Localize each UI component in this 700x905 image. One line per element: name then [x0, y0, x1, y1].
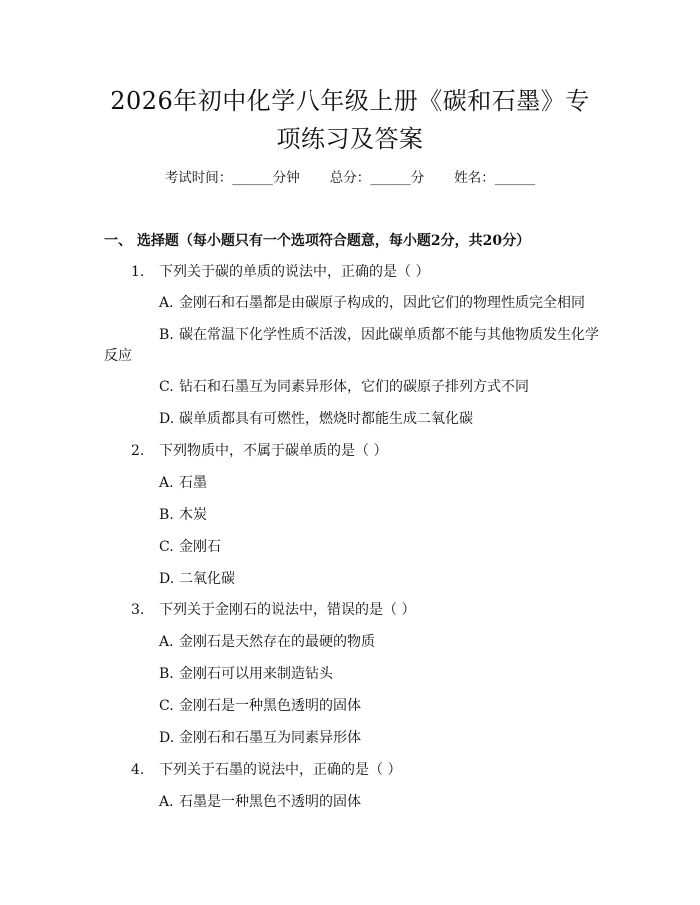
option-text: 金刚石是一种黑色透明的固体	[179, 698, 361, 714]
option-2a	[159, 473, 207, 493]
question-text: 下列关于碳的单质的说法中，正确的是（ ）	[159, 264, 430, 280]
title-line-1: 2026年初中化学八年级上册《碳和石墨》专	[110, 87, 590, 115]
option-letter: A.	[159, 295, 174, 311]
option-1d	[159, 409, 473, 429]
option-3a	[159, 632, 375, 652]
option-text: 木炭	[179, 507, 207, 523]
option-3c	[159, 696, 361, 716]
question-text: 下列物质中，不属于碳单质的是（ ）	[159, 443, 388, 459]
option-1c	[159, 377, 529, 397]
question-number: 2.	[131, 443, 145, 459]
option-4a	[159, 792, 361, 812]
option-text: 钻石和石墨互为同素异形体，它们的碳原子排列方式不同	[179, 379, 529, 395]
option-letter: B.	[159, 507, 174, 523]
time-value: ______分钟	[232, 170, 300, 186]
option-text: 金刚石和石墨互为同素异形体	[179, 730, 361, 746]
question-text: 下列关于金刚石的说法中，错误的是（ ）	[159, 602, 416, 618]
document-title	[60, 82, 640, 158]
option-text: 石墨是一种黑色不透明的固体	[179, 794, 361, 810]
option-letter: C.	[159, 379, 174, 395]
exam-meta	[0, 168, 700, 188]
option-text: 金刚石和石墨都是由碳原子构成的，因此它们的物理性质完全相同	[179, 295, 585, 311]
option-text: 金刚石是天然存在的最硬的物质	[179, 634, 375, 650]
option-letter: C.	[159, 698, 174, 714]
question-text: 下列关于石墨的说法中，正确的是（ ）	[159, 762, 402, 778]
option-1b-continuation: 反应	[104, 348, 132, 364]
title-line-2: 项练习及答案	[276, 125, 424, 153]
option-2d	[159, 569, 235, 589]
option-1b	[159, 325, 599, 345]
option-text: 二氧化碳	[179, 571, 235, 587]
option-2b	[159, 505, 207, 525]
option-letter: C.	[159, 539, 174, 555]
option-3d	[159, 728, 361, 748]
score-value: ______分	[370, 170, 425, 186]
option-letter: D.	[159, 411, 175, 427]
option-letter: D.	[159, 730, 175, 746]
option-text: 碳在常温下化学性质不活泼，因此碳单质都不能与其他物质发生化学	[179, 327, 599, 343]
option-letter: A.	[159, 634, 174, 650]
option-3b	[159, 664, 333, 684]
question-number: 4.	[131, 762, 145, 778]
question-number: 1.	[131, 264, 145, 280]
time-label: 考试时间：	[164, 170, 233, 186]
name-label: 姓名：	[454, 170, 495, 186]
option-letter: A.	[159, 794, 174, 810]
option-letter: B.	[159, 327, 174, 343]
option-letter: A.	[159, 475, 174, 491]
option-text: 金刚石可以用来制造钻头	[179, 666, 333, 682]
option-2c	[159, 537, 221, 557]
option-letter: D.	[159, 571, 175, 587]
option-letter: B.	[159, 666, 174, 682]
section-heading: 一、 选择题（每小题只有一个选项符合题意，每小题2分，共20分）	[104, 233, 531, 249]
question-number: 3.	[131, 602, 145, 618]
option-text: 金刚石	[179, 539, 221, 555]
name-value: ______	[494, 170, 536, 186]
option-text: 石墨	[179, 475, 207, 491]
option-1a	[159, 293, 585, 313]
option-text: 碳单质都具有可燃性，燃烧时都能生成二氧化碳	[179, 411, 473, 427]
score-label: 总分：	[329, 170, 371, 186]
